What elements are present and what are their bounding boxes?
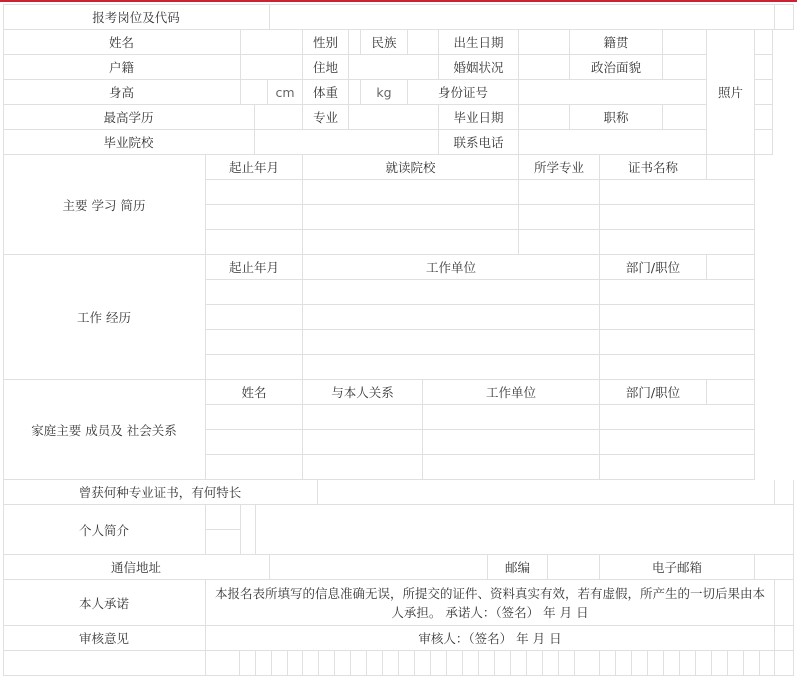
hukou-label: 户籍 — [3, 55, 241, 80]
height-input-cell[interactable] — [241, 80, 268, 105]
birth-date-label: 出生日期 — [439, 30, 519, 55]
spacer-cell — [775, 651, 794, 676]
study-major-cell[interactable] — [519, 180, 600, 205]
phone-label: 联系电话 — [439, 130, 519, 155]
work-header-employer: 工作单位 — [303, 255, 600, 280]
spacer-cell — [600, 651, 616, 676]
weight-unit: kg — [361, 80, 408, 105]
gender-label: 性别 — [303, 30, 349, 55]
empty-cell — [775, 480, 794, 505]
work-employer-cell[interactable] — [303, 280, 600, 305]
study-certificate-cell[interactable] — [600, 230, 755, 255]
native-place-input-cell[interactable] — [663, 30, 707, 55]
id-number-input-cell[interactable] — [519, 80, 707, 105]
birth-date-input-cell[interactable] — [519, 30, 570, 55]
work-position-cell[interactable] — [600, 330, 755, 355]
study-period-cell[interactable] — [206, 180, 303, 205]
position-label: 报考岗位及代码 — [3, 4, 270, 30]
spacer-cell — [632, 651, 648, 676]
empty-cell — [755, 80, 773, 105]
family-name-cell[interactable] — [206, 405, 303, 430]
spacer-cell — [319, 651, 335, 676]
study-certificate-cell[interactable] — [600, 180, 755, 205]
school-label: 毕业院校 — [3, 130, 255, 155]
address-input-cell[interactable] — [270, 555, 488, 580]
top-accent-bar — [0, 0, 797, 2]
spacer-cell — [415, 651, 431, 676]
major-label: 专业 — [303, 105, 349, 130]
empty-cell — [241, 505, 256, 555]
study-major-cell[interactable] — [519, 230, 600, 255]
study-school-cell[interactable] — [303, 230, 519, 255]
study-certificate-cell[interactable] — [600, 205, 755, 230]
registration-form-table — [3, 4, 794, 676]
empty-cell — [755, 130, 773, 155]
empty-cell — [755, 30, 773, 55]
study-school-cell[interactable] — [303, 205, 519, 230]
spacer-cell — [760, 651, 775, 676]
spacer-cell — [575, 651, 600, 676]
spacer-cell — [206, 651, 240, 676]
spacer-cell — [351, 651, 367, 676]
phone-input-cell[interactable] — [519, 130, 707, 155]
empty-cell — [707, 380, 755, 405]
id-number-label: 身份证号 — [408, 80, 519, 105]
certificates-input-cell[interactable] — [318, 480, 775, 505]
family-employer-cell[interactable] — [423, 405, 600, 430]
study-header-major: 所学专业 — [519, 155, 600, 180]
family-header-position: 部门/职位 — [600, 380, 707, 405]
spacer-cell — [744, 651, 760, 676]
family-position-cell[interactable] — [600, 455, 755, 480]
empty-cell — [206, 530, 241, 555]
empty-cell — [775, 580, 794, 626]
work-period-cell[interactable] — [206, 280, 303, 305]
work-history-label: 工作 经历 — [3, 255, 206, 380]
family-header-name: 姓名 — [206, 380, 303, 405]
family-relation-cell[interactable] — [303, 405, 423, 430]
graduation-date-input-cell[interactable] — [519, 105, 570, 130]
spacer-cell — [383, 651, 399, 676]
graduation-date-label: 毕业日期 — [439, 105, 519, 130]
native-place-label: 籍贯 — [570, 30, 663, 55]
work-period-cell[interactable] — [206, 355, 303, 380]
height-label: 身高 — [3, 80, 241, 105]
address-label: 通信地址 — [3, 555, 270, 580]
family-relation-cell[interactable] — [303, 430, 423, 455]
name-label: 姓名 — [3, 30, 241, 55]
family-relations-label: 家庭主要 成员及 社会关系 — [3, 380, 206, 480]
political-status-input-cell[interactable] — [663, 55, 707, 80]
marital-status-input-cell[interactable] — [519, 55, 570, 80]
weight-label: 体重 — [303, 80, 349, 105]
spacer-cell — [288, 651, 303, 676]
spacer-cell — [696, 651, 712, 676]
work-period-cell[interactable] — [206, 330, 303, 355]
study-header-period: 起止年月 — [206, 155, 303, 180]
name-input-cell[interactable] — [241, 30, 303, 55]
height-unit: cm — [268, 80, 303, 105]
work-employer-cell[interactable] — [303, 330, 600, 355]
work-header-period: 起止年月 — [206, 255, 303, 280]
certificates-label: 曾获何种专业证书，有何特长 — [3, 480, 318, 505]
empty-cell — [707, 155, 755, 180]
spacer-cell — [240, 651, 256, 676]
spacer-cell — [616, 651, 632, 676]
spacer-cell — [479, 651, 495, 676]
email-input-cell[interactable] — [755, 555, 794, 580]
education-input-cell[interactable] — [255, 105, 303, 130]
family-position-cell[interactable] — [600, 430, 755, 455]
study-period-cell[interactable] — [206, 230, 303, 255]
weight-input-cell[interactable] — [349, 80, 361, 105]
study-header-school: 就读院校 — [303, 155, 519, 180]
study-header-certificate: 证书名称 — [600, 155, 707, 180]
work-header-position: 部门/职位 — [600, 255, 707, 280]
gender-input-cell[interactable] — [349, 30, 361, 55]
family-header-employer: 工作单位 — [423, 380, 600, 405]
ethnicity-label: 民族 — [361, 30, 408, 55]
empty-cell — [206, 505, 241, 530]
family-name-cell[interactable] — [206, 455, 303, 480]
spacer-cell — [680, 651, 696, 676]
empty-cell — [775, 626, 794, 651]
spacer-cell — [447, 651, 463, 676]
review-text: 审核人：（签名） 年 月 日 — [206, 626, 775, 651]
spacer-cell — [728, 651, 744, 676]
family-name-cell[interactable] — [206, 430, 303, 455]
empty-cell — [707, 255, 755, 280]
postcode-label: 邮编 — [488, 555, 548, 580]
spacer-cell — [712, 651, 728, 676]
study-major-cell[interactable] — [519, 205, 600, 230]
work-period-cell[interactable] — [206, 305, 303, 330]
study-school-cell[interactable] — [303, 180, 519, 205]
family-header-relation: 与本人关系 — [303, 380, 423, 405]
spacer-cell — [559, 651, 575, 676]
spacer-cell — [543, 651, 559, 676]
study-history-label: 主要 学习 简历 — [3, 155, 206, 255]
intro-input-cell[interactable] — [256, 505, 794, 555]
spacer-cell — [303, 651, 319, 676]
empty-cell — [755, 105, 773, 130]
spacer-cell — [272, 651, 288, 676]
spacer-cell — [495, 651, 511, 676]
family-employer-cell[interactable] — [423, 455, 600, 480]
photo-cell: 照片 — [707, 30, 755, 155]
work-position-cell[interactable] — [600, 305, 755, 330]
spacer-cell — [399, 651, 415, 676]
work-employer-cell[interactable] — [303, 355, 600, 380]
work-employer-cell[interactable] — [303, 305, 600, 330]
spacer-cell — [431, 651, 447, 676]
pledge-label: 本人承诺 — [3, 580, 206, 626]
residence-input-cell[interactable] — [349, 55, 439, 80]
spacer-cell — [527, 651, 543, 676]
title-input-cell[interactable] — [663, 105, 707, 130]
intro-label: 个人简介 — [3, 505, 206, 555]
spacer-cell — [664, 651, 680, 676]
spacer-cell — [3, 651, 206, 676]
education-label: 最高学历 — [3, 105, 255, 130]
position-input-cell[interactable] — [270, 4, 775, 30]
family-position-cell[interactable] — [600, 405, 755, 430]
school-input-cell[interactable] — [255, 130, 439, 155]
political-status-label: 政治面貌 — [570, 55, 663, 80]
pledge-text: 本报名表所填写的信息准确无误，所提交的证件、资料真实有效，若有虚假，所产生的一切后果由本人承担。 承诺人：（签名） 年 月 日 — [206, 580, 775, 626]
title-label: 职称 — [570, 105, 663, 130]
review-label: 审核意见 — [3, 626, 206, 651]
work-position-cell[interactable] — [600, 355, 755, 380]
residence-label: 住地 — [303, 55, 349, 80]
major-input-cell[interactable] — [349, 105, 439, 130]
spacer-cell — [511, 651, 527, 676]
study-period-cell[interactable] — [206, 205, 303, 230]
work-position-cell[interactable] — [600, 280, 755, 305]
postcode-input-cell[interactable] — [548, 555, 600, 580]
spacer-cell — [648, 651, 664, 676]
family-relation-cell[interactable] — [303, 455, 423, 480]
email-label: 电子邮箱 — [600, 555, 755, 580]
spacer-cell — [335, 651, 351, 676]
spacer-cell — [367, 651, 383, 676]
marital-status-label: 婚姻状况 — [439, 55, 519, 80]
family-employer-cell[interactable] — [423, 430, 600, 455]
empty-cell — [755, 55, 773, 80]
spacer-cell — [463, 651, 479, 676]
hukou-input-cell[interactable] — [241, 55, 303, 80]
ethnicity-input-cell[interactable] — [408, 30, 439, 55]
spacer-cell — [256, 651, 272, 676]
empty-cell — [775, 4, 794, 30]
